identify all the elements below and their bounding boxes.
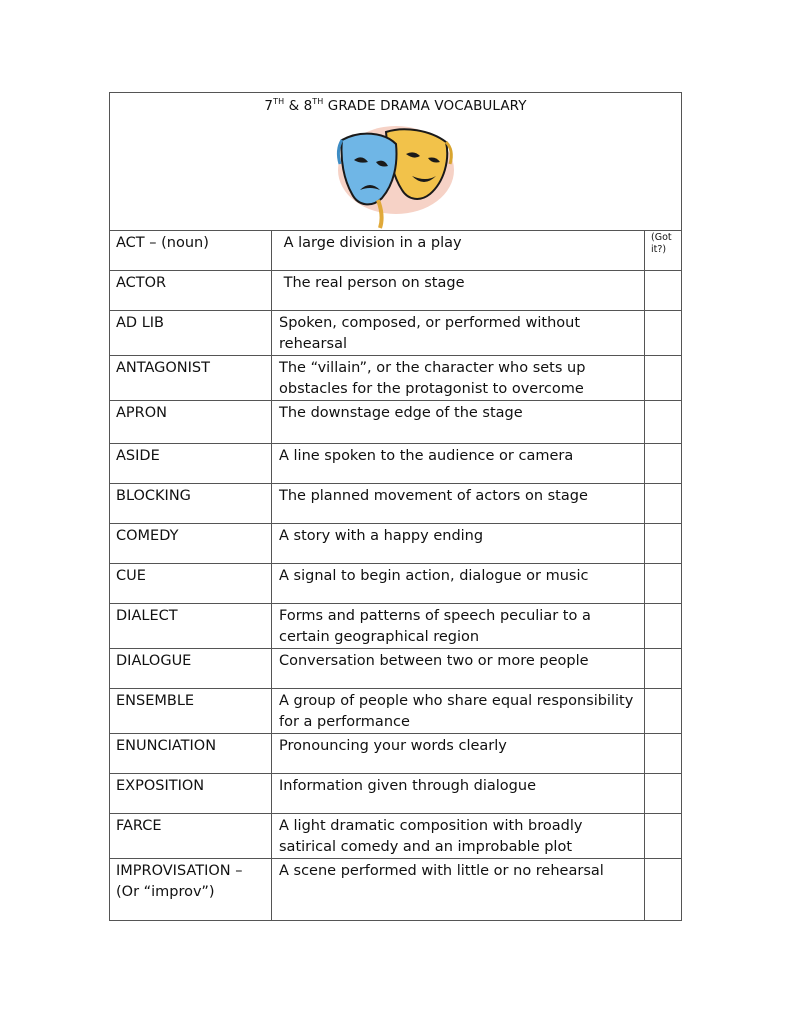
checkbox-cell[interactable] (645, 734, 682, 774)
checkbox-cell[interactable] (645, 604, 682, 649)
header-cell (110, 93, 682, 231)
checkbox-cell[interactable] (645, 774, 682, 814)
checkbox-cell[interactable] (645, 401, 682, 444)
definition-cell: A line spoken to the audience or camera (272, 444, 645, 484)
checkbox-cell[interactable] (645, 271, 682, 311)
term-cell: ENSEMBLE (110, 689, 272, 734)
term-cell: CUE (110, 564, 272, 604)
table-row (110, 524, 682, 564)
definition-cell: The planned movement of actors on stage (272, 484, 645, 524)
term-cell: AD LIB (110, 311, 272, 356)
checkbox-cell[interactable] (645, 356, 682, 401)
term-cell: IMPROVISATION – (Or “improv”) (110, 859, 272, 921)
checkbox-cell[interactable] (645, 859, 682, 921)
definition-cell: A story with a happy ending (272, 524, 645, 564)
definition-cell: A group of people who share equal responsibility for a performance (272, 689, 645, 734)
table-row (110, 604, 682, 649)
definition-cell: A large division in a play (272, 231, 645, 271)
table-row (110, 859, 682, 921)
term-cell: ANTAGONIST (110, 356, 272, 401)
table-row (110, 649, 682, 689)
table-row (110, 814, 682, 859)
table-row (110, 774, 682, 814)
term-cell: DIALOGUE (110, 649, 272, 689)
definition-cell: Spoken, composed, or performed without rehearsal (272, 311, 645, 356)
definition-cell: The downstage edge of the stage (272, 401, 645, 444)
term-cell: ENUNCIATION (110, 734, 272, 774)
term-cell: ACT – (noun) (110, 231, 272, 271)
definition-cell: A light dramatic composition with broadly satirical comedy and an improbable plot (272, 814, 645, 859)
page-title: 7TH & 8TH GRADE DRAMA VOCABULARY (264, 97, 527, 114)
term-cell: FARCE (110, 814, 272, 859)
term-cell: EXPOSITION (110, 774, 272, 814)
checkbox-cell[interactable] (645, 689, 682, 734)
checkbox-cell[interactable] (645, 524, 682, 564)
checkbox-cell[interactable] (645, 311, 682, 356)
definition-cell: A scene performed with little or no rehearsal (272, 859, 645, 921)
definition-cell: The “villain”, or the character who sets up obstacles for the protagonist to overcome (272, 356, 645, 401)
table-row (110, 484, 682, 524)
table-row (110, 734, 682, 774)
table-row (110, 689, 682, 734)
table-row (110, 356, 682, 401)
definition-cell: Information given through dialogue (272, 774, 645, 814)
term-cell: APRON (110, 401, 272, 444)
term-cell: ACTOR (110, 271, 272, 311)
term-cell: BLOCKING (110, 484, 272, 524)
term-cell: ASIDE (110, 444, 272, 484)
table-row (110, 311, 682, 356)
term-cell: DIALECT (110, 604, 272, 649)
definition-cell: Forms and patterns of speech peculiar to a certain geographical region (272, 604, 645, 649)
checkbox-cell[interactable] (645, 649, 682, 689)
checkbox-cell[interactable] (645, 444, 682, 484)
checkbox-cell[interactable] (645, 484, 682, 524)
vocabulary-table (109, 92, 682, 921)
definition-cell: A signal to begin action, dialogue or music (272, 564, 645, 604)
got-it-note: (Got (651, 232, 672, 243)
checkbox-cell[interactable] (645, 231, 682, 271)
table-row (110, 401, 682, 444)
table-row (110, 444, 682, 484)
checkbox-cell[interactable] (645, 814, 682, 859)
drama-masks-icon (334, 120, 458, 230)
got-it-note: it?) (651, 244, 667, 255)
definition-cell: Conversation between two or more people (272, 649, 645, 689)
table-row (110, 271, 682, 311)
table-row (110, 564, 682, 604)
table-row (110, 231, 682, 271)
vocabulary-sheet (109, 92, 681, 921)
checkbox-cell[interactable] (645, 564, 682, 604)
term-cell: COMEDY (110, 524, 272, 564)
header-row (110, 93, 682, 231)
definition-cell: Pronouncing your words clearly (272, 734, 645, 774)
definition-cell: The real person on stage (272, 271, 645, 311)
